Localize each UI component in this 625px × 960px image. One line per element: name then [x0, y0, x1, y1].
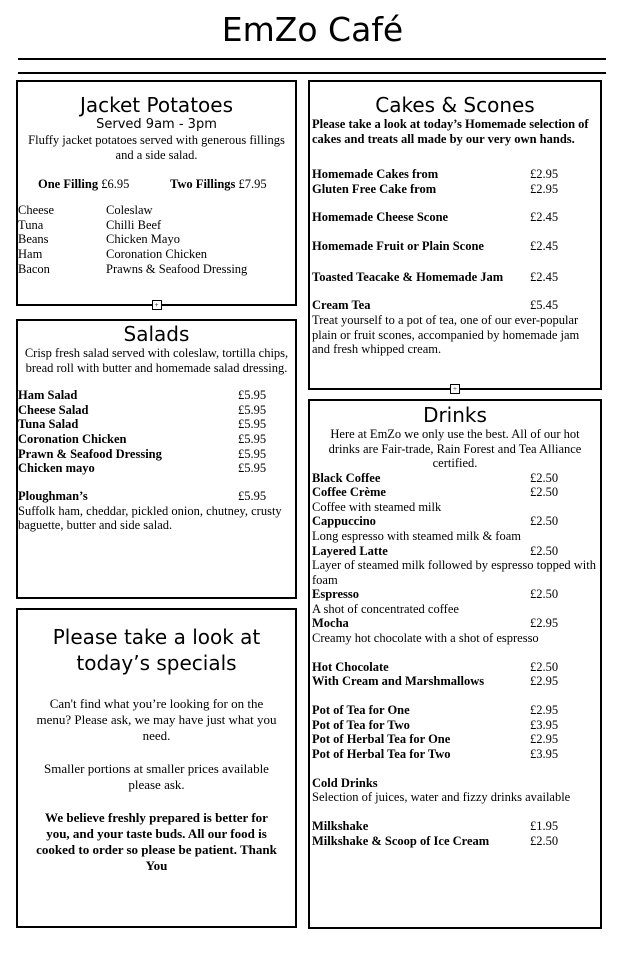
tea-list: [310, 703, 600, 762]
cake-item: Toasted Teacake & Homemade Jam £2.45: [312, 269, 559, 284]
filling-item: Chicken Mayo: [106, 232, 180, 247]
drink-item: Pot of Tea for One £2.95: [312, 703, 559, 717]
filling-item: Cheese: [18, 203, 55, 217]
specials-text-3: We believe freshly prepared is better for you, and your taste buds. All our food is cooked to order so please be patient. Thank You: [36, 810, 277, 873]
filling-item: Coleslaw: [106, 203, 153, 217]
drinks-section: [308, 399, 602, 929]
filling-item: Prawns & Seafood Dressing: [106, 261, 248, 276]
salad-item: Prawn & Seafood Dressing £5.95: [18, 446, 267, 461]
cafe-title: EmZo Café: [221, 10, 404, 49]
drink-item: With Cream and Marshmallows £2.95: [312, 674, 559, 689]
specials-title-line2: today’s specials: [76, 651, 237, 675]
resize-handle-icon[interactable]: +: [450, 384, 460, 394]
drink-description: Creamy hot chocolate with a shot of espresso: [312, 631, 539, 646]
filling-item: Chilli Beef: [106, 217, 162, 232]
cake-item: Homemade Cakes from £2.95: [312, 167, 559, 181]
milkshake-list: [310, 819, 600, 848]
filling-item: Tuna: [18, 217, 44, 232]
specials-section: [16, 608, 297, 928]
salad-item: Chicken mayo £5.95: [18, 461, 267, 476]
salad-item: Tuna Salad £5.95: [18, 417, 267, 432]
drink-item: Hot Chocolate £2.50: [312, 659, 559, 674]
specials-text-1: Can't find what you’re looking for on the menu? Please ask, we may have just what you need.: [36, 696, 277, 743]
jacket-served-time: Served 9am - 3pm: [96, 117, 217, 132]
jacket-intro: Fluffy jacket potatoes served with generous fillings and a side salad.: [28, 133, 285, 162]
filling-item: Bacon: [18, 261, 50, 276]
drink-item: Black Coffee £2.50: [312, 470, 559, 485]
cold-drinks-heading: Cold Drinks: [312, 775, 378, 790]
header-rule-bottom: [18, 72, 606, 74]
filling-item: Coronation Chicken: [106, 247, 208, 262]
drink-description: Layer of steamed milk followed by espresso topped with foam: [312, 558, 596, 587]
salads-intro: Crisp fresh salad served with coleslaw, tortilla chips, bread roll with butter and homemade salad dressing.: [24, 346, 289, 375]
cakes-intro: Please take a look at today’s Homemade selection of cakes and treats all made by our very own hands.: [312, 117, 589, 146]
cold-drinks-description: Selection of juices, water and fizzy drinks available: [312, 790, 571, 805]
drinks-title: Drinks: [423, 403, 487, 427]
cake-item: Homemade Cheese Scone £2.45: [312, 210, 559, 225]
two-fillings-price: £7.95: [238, 177, 267, 191]
drinks-intro: Here at EmZo we only use the best. All of our hot drinks are Fair-trade, Rain Forest and Tea Alliance certified.: [328, 427, 582, 470]
header-rule-top: [18, 58, 606, 60]
coffee-list: [310, 471, 600, 646]
ploughmans-item: Ploughman’s £5.95: [18, 489, 267, 504]
fillings-right-column: [106, 203, 247, 276]
jacket-potatoes-section: [16, 80, 297, 309]
drink-description: Long espresso with steamed milk & foam: [312, 529, 521, 544]
salads-list: [18, 388, 295, 476]
jacket-prices: [18, 177, 295, 195]
drink-item: Espresso £2.50: [312, 587, 559, 602]
filling-item: Beans: [18, 232, 49, 247]
drink-item: Pot of Tea for Two £3.95: [312, 717, 559, 732]
two-fillings-label: Two Fillings: [170, 177, 236, 191]
drink-item: Pot of Herbal Tea for One £2.95: [312, 732, 559, 747]
specials-title-line1: Please take a look at: [52, 625, 261, 649]
fillings-left-column: [18, 203, 54, 276]
cakes-list: [310, 167, 600, 284]
drink-item: Milkshake £1.95: [312, 818, 559, 833]
specials-title: [18, 624, 295, 676]
drink-item: Milkshake & Scoop of Ice Cream £2.50: [312, 833, 559, 848]
salad-item: Cheese Salad £5.95: [18, 402, 267, 417]
specials-text-2: Smaller portions at smaller prices available please ask.: [44, 761, 269, 792]
salads-section: [16, 319, 297, 599]
salad-item: Ham Salad £5.95: [18, 388, 267, 402]
drink-description: A shot of concentrated coffee: [312, 601, 459, 616]
filling-item: Ham: [18, 247, 43, 262]
drink-item: Cappuccino £2.50: [312, 514, 559, 529]
cake-item: Gluten Free Cake from £2.95: [312, 181, 559, 196]
ploughmans-description: Suffolk ham, cheddar, pickled onion, chutney, crusty baguette, butter and side salad.: [18, 503, 282, 533]
salad-item: Coronation Chicken £5.95: [18, 432, 267, 447]
salads-title: Salads: [123, 322, 190, 346]
chocolate-list: [310, 660, 600, 689]
cream-tea-description: Treat yourself to a pot of tea, one of our ever-popular plain or fruit scones, accompanied by homemade jam and fresh whipped cream.: [312, 313, 580, 357]
drink-item: Layered Latte £2.50: [312, 543, 559, 558]
drink-description: Coffee with steamed milk: [312, 499, 442, 514]
resize-handle-icon[interactable]: +: [152, 300, 162, 310]
cakes-scones-section: [308, 80, 602, 393]
drink-item: Mocha £2.95: [312, 616, 559, 631]
cake-item: Homemade Fruit or Plain Scone £2.45: [312, 239, 559, 254]
cakes-title: Cakes & Scones: [375, 93, 535, 117]
drink-item: Pot of Herbal Tea for Two £3.95: [312, 747, 559, 762]
one-filling-label: One Filling: [38, 177, 99, 191]
jacket-title: Jacket Potatoes: [79, 93, 233, 117]
cream-tea-item: Cream Tea £5.45: [312, 298, 559, 313]
one-filling-price: £6.95: [101, 177, 130, 191]
drink-item: Coffee Crème £2.50: [312, 485, 559, 500]
